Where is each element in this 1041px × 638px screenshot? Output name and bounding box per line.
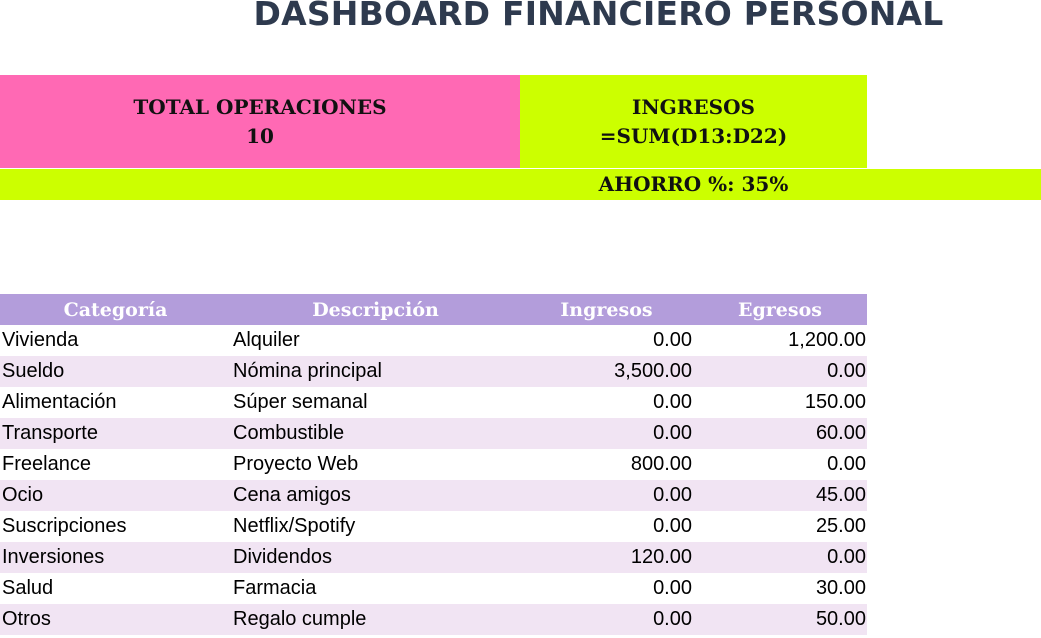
cell-descripcion[interactable]: Combustible — [231, 418, 520, 449]
kpi-ingresos[interactable] — [520, 75, 867, 168]
cell-categoria[interactable]: Vivienda — [2, 329, 79, 351]
cell-categoria[interactable]: Freelance — [2, 453, 91, 475]
cell-descripcion[interactable]: Cena amigos — [231, 480, 520, 511]
cell-descripcion[interactable]: Súper semanal — [233, 391, 368, 413]
cell-ingresos[interactable]: 800.00 — [630, 453, 692, 475]
table-row — [0, 387, 867, 418]
kpi-ingresos-label: INGRESOS — [632, 94, 755, 119]
header-egresos[interactable]: Egresos — [693, 294, 867, 325]
cell-categoria[interactable]: Sueldo — [0, 356, 231, 387]
cell-descripcion[interactable]: Regalo cumple — [231, 604, 520, 635]
cell-ingresos[interactable]: 0.00 — [653, 515, 692, 537]
transactions-table — [0, 294, 867, 635]
cell-descripcion[interactable]: Dividendos — [231, 542, 520, 573]
cell-descripcion[interactable]: Alquiler — [233, 329, 300, 351]
cell-descripcion[interactable]: Nómina principal — [231, 356, 520, 387]
cell-egresos[interactable]: 50.00 — [693, 604, 867, 635]
table-row — [0, 449, 867, 480]
cell-categoria[interactable]: Salud — [2, 577, 54, 599]
dashboard-title-text: DASHBOARD FINANCIERO PERSONAL — [253, 0, 944, 33]
cell-ingresos[interactable]: 0.00 — [653, 391, 692, 413]
cell-ingresos[interactable]: 0.00 — [520, 604, 693, 635]
dashboard-title — [0, 0, 944, 34]
cell-egresos[interactable]: 25.00 — [815, 515, 866, 537]
cell-ingresos[interactable]: 0.00 — [653, 577, 692, 599]
cell-egresos[interactable]: 150.00 — [804, 391, 866, 413]
ahorro-percent: AHORRO %: 35% — [598, 172, 789, 196]
kpi-ingresos-value: =SUM(D13:D22) — [599, 123, 788, 148]
table-row — [0, 573, 867, 604]
cell-ingresos[interactable]: 120.00 — [520, 542, 693, 573]
cell-egresos[interactable]: 1,200.00 — [788, 329, 866, 351]
table-row — [0, 325, 867, 356]
header-descripcion[interactable]: Descripción — [231, 294, 520, 325]
cell-egresos[interactable]: 60.00 — [693, 418, 867, 449]
cell-categoria[interactable]: Alimentación — [2, 391, 117, 413]
table-row — [0, 542, 867, 573]
cell-ingresos[interactable]: 0.00 — [520, 480, 693, 511]
kpi-total-operaciones-label: TOTAL OPERACIONES — [133, 94, 387, 119]
cell-egresos[interactable]: 0.00 — [827, 453, 866, 475]
table-header-row — [0, 294, 867, 325]
cell-egresos[interactable]: 30.00 — [815, 577, 866, 599]
cell-categoria[interactable]: Transporte — [0, 418, 231, 449]
table-row — [0, 604, 867, 635]
cell-egresos[interactable]: 45.00 — [693, 480, 867, 511]
cell-ingresos[interactable]: 3,500.00 — [520, 356, 693, 387]
cell-ingresos[interactable]: 0.00 — [653, 329, 692, 351]
header-ingresos[interactable]: Ingresos — [520, 294, 693, 325]
kpi-total-operaciones-value: 10 — [246, 123, 274, 148]
table-row — [0, 480, 867, 511]
cell-egresos[interactable]: 0.00 — [693, 542, 867, 573]
cell-ingresos[interactable]: 0.00 — [520, 418, 693, 449]
kpi-total-operaciones[interactable] — [0, 75, 520, 168]
table-row — [0, 356, 867, 387]
table-row — [0, 511, 867, 542]
cell-categoria[interactable]: Inversiones — [0, 542, 231, 573]
table-row — [0, 418, 867, 449]
cell-descripcion[interactable]: Proyecto Web — [233, 453, 359, 475]
cell-categoria[interactable]: Otros — [0, 604, 231, 635]
cell-categoria[interactable]: Ocio — [0, 480, 231, 511]
ahorro-row[interactable] — [0, 169, 1041, 200]
cell-descripcion[interactable]: Netflix/Spotify — [233, 515, 356, 537]
cell-egresos[interactable]: 0.00 — [693, 356, 867, 387]
header-categoria[interactable]: Categoría — [0, 294, 231, 325]
cell-categoria[interactable]: Suscripciones — [2, 515, 127, 537]
cell-descripcion[interactable]: Farmacia — [233, 577, 317, 599]
